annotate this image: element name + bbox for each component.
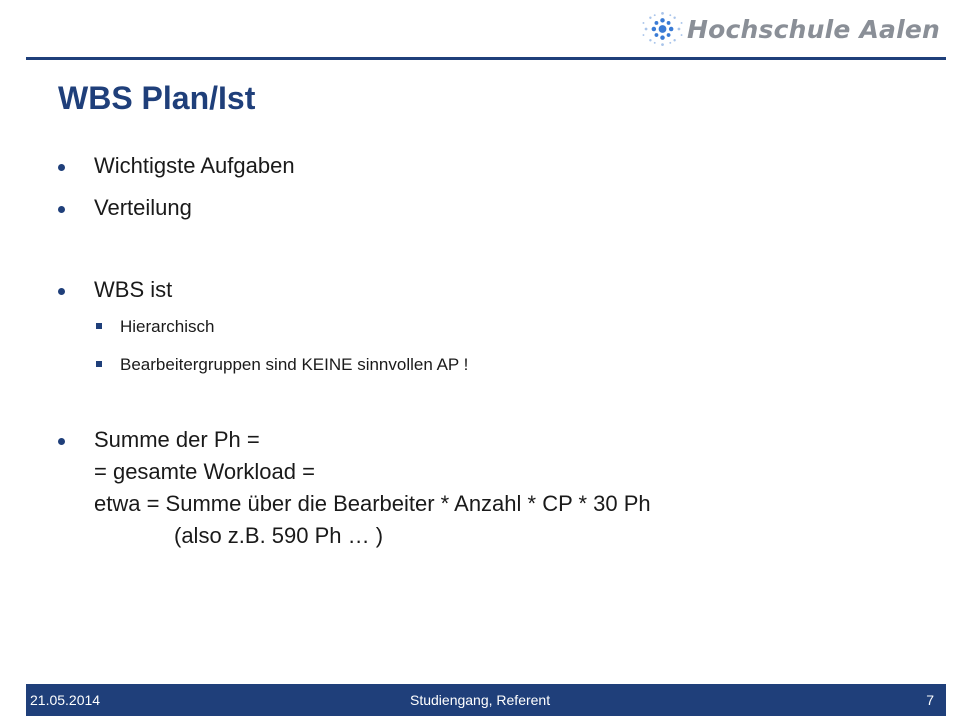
sub-bullet-square-icon [96, 323, 102, 329]
bullet-dot-icon [58, 438, 65, 445]
hochschule-logo [640, 8, 940, 50]
logo-text: Hochschule Aalen [687, 14, 940, 44]
bullet-dot-icon [58, 206, 65, 213]
bullet-text: Verteilung [94, 195, 192, 220]
bullet-multiline-text [94, 424, 651, 552]
star-burst-logo-icon [640, 8, 685, 50]
bullet-line: Summe der Ph = [94, 427, 260, 452]
bullet-line: etwa = Summe über die Bearbeiter * Anzahl * CP * 30 Ph [94, 491, 651, 516]
bullet-line: (also z.B. 590 Ph … ) [174, 523, 384, 548]
slide-title: WBS Plan/Ist [58, 80, 256, 116]
bullet-dot-icon [58, 164, 65, 171]
sub-bullet-text: Hierarchisch [120, 317, 215, 336]
sub-bullet-text: Bearbeitergruppen sind KEINE sinnvollen AP ! [120, 355, 469, 374]
footer-presenter: Studiengang, Referent [410, 692, 551, 708]
sub-bullet-square-icon [96, 361, 102, 367]
page-number: 7 [926, 692, 934, 708]
footer-bar [26, 684, 946, 716]
bullet-dot-icon [58, 288, 65, 295]
bullet-line: = gesamte Workload = [94, 459, 315, 484]
bullet-text: Wichtigste Aufgaben [94, 153, 295, 178]
bullet-text: WBS ist [94, 277, 173, 302]
header-divider [26, 57, 946, 60]
footer-date: 21.05.2014 [30, 692, 101, 708]
